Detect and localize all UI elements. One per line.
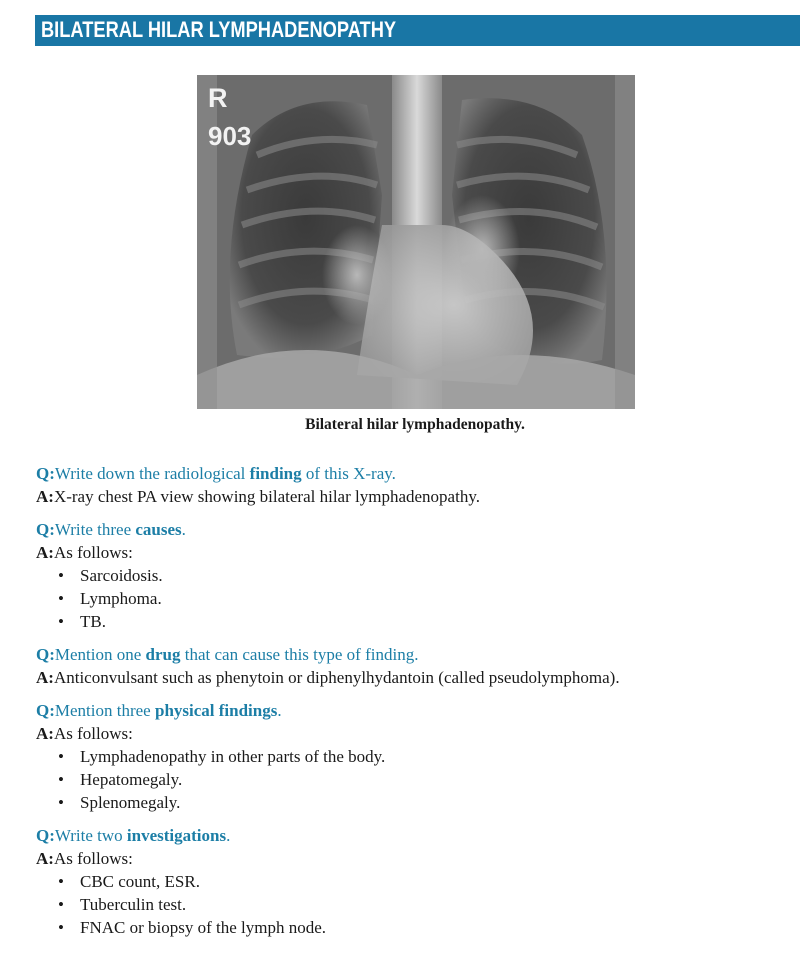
- question: [36, 518, 796, 541]
- answer: [36, 541, 796, 564]
- list-item: [36, 916, 796, 939]
- qa-block: [36, 699, 796, 814]
- question-text: Write down the radiological: [54, 464, 250, 483]
- list-item-text: Hepatomegaly.: [80, 770, 183, 789]
- answer-prefix: A:: [36, 668, 54, 687]
- question-text: Mention three: [54, 701, 155, 720]
- answer-text: As follows:: [53, 543, 133, 562]
- question-prefix: Q:: [36, 701, 55, 720]
- answer-prefix: A:: [36, 487, 54, 506]
- answer-text: As follows:: [53, 724, 133, 743]
- xray-number-marker: 903: [208, 121, 252, 151]
- question-text-end: .: [277, 701, 282, 720]
- list-item: [36, 791, 796, 814]
- bullet-icon: •: [58, 793, 64, 812]
- bullet-icon: •: [58, 612, 64, 631]
- list-item-text: Lymphadenopathy in other parts of the body.: [80, 747, 386, 766]
- question-prefix: Q:: [36, 464, 55, 483]
- figure-caption: Bilateral hilar lymphadenopathy.: [305, 416, 525, 433]
- answer-list: [36, 870, 796, 939]
- question-text-end: that can cause this type of finding.: [180, 645, 419, 664]
- bullet-icon: •: [58, 566, 64, 585]
- answer-text: X-ray chest PA view showing bilateral hilar lymphadenopathy.: [53, 487, 480, 506]
- question: [36, 462, 796, 485]
- question-keyword: causes: [135, 520, 182, 539]
- xray-graphic: [197, 75, 635, 409]
- answer: [36, 722, 796, 745]
- qa-block: [36, 462, 796, 508]
- answer-text: As follows:: [53, 849, 133, 868]
- bullet-icon: •: [58, 918, 64, 937]
- qa-block: [36, 824, 796, 939]
- answer-prefix: A:: [36, 849, 54, 868]
- answer: [36, 847, 796, 870]
- list-item: [36, 745, 796, 768]
- question-text: Mention one: [54, 645, 146, 664]
- answer-prefix: A:: [36, 543, 54, 562]
- question: [36, 643, 796, 666]
- chest-xray-image: [197, 75, 635, 409]
- question: [36, 699, 796, 722]
- list-item-text: FNAC or biopsy of the lymph node.: [80, 918, 327, 937]
- section-header: [35, 15, 800, 46]
- list-item-text: Tuberculin test.: [80, 895, 187, 914]
- section-title: BILATERAL HILAR LYMPHADENOPATHY: [41, 17, 397, 42]
- list-item: [36, 610, 796, 633]
- list-item: [36, 768, 796, 791]
- question-text-end: of this X-ray.: [301, 464, 396, 483]
- question-text-end: .: [181, 520, 186, 539]
- qa-block: [36, 643, 796, 689]
- bullet-icon: •: [58, 770, 64, 789]
- answer: [36, 666, 796, 689]
- answer-prefix: A:: [36, 724, 54, 743]
- list-item: [36, 870, 796, 893]
- bullet-icon: •: [58, 589, 64, 608]
- question-keyword: drug: [145, 645, 181, 664]
- question-text-end: .: [226, 826, 231, 845]
- list-item-text: Splenomegaly.: [80, 793, 181, 812]
- list-item-text: Sarcoidosis.: [80, 566, 163, 585]
- list-item-text: CBC count, ESR.: [80, 872, 200, 891]
- qa-section: [36, 462, 796, 949]
- list-item: [36, 564, 796, 587]
- question-text: Write two: [54, 826, 127, 845]
- question-keyword: finding: [249, 464, 302, 483]
- question-keyword: physical findings: [154, 701, 278, 720]
- bullet-icon: •: [58, 872, 64, 891]
- question-prefix: Q:: [36, 520, 55, 539]
- bullet-icon: •: [58, 895, 64, 914]
- qa-block: [36, 518, 796, 633]
- xray-side-marker: R: [208, 83, 228, 113]
- answer: [36, 485, 796, 508]
- question-prefix: Q:: [36, 645, 55, 664]
- list-item-text: TB.: [80, 612, 106, 631]
- question-keyword: investigations: [126, 826, 227, 845]
- bullet-icon: •: [58, 747, 64, 766]
- list-item-text: Lymphoma.: [80, 589, 162, 608]
- list-item: [36, 587, 796, 610]
- question: [36, 824, 796, 847]
- list-item: [36, 893, 796, 916]
- question-prefix: Q:: [36, 826, 55, 845]
- answer-list: [36, 745, 796, 814]
- answer-list: [36, 564, 796, 633]
- answer-text: Anticonvulsant such as phenytoin or diphenylhydantoin (called pseudolymphoma).: [53, 668, 620, 687]
- question-text: Write three: [54, 520, 136, 539]
